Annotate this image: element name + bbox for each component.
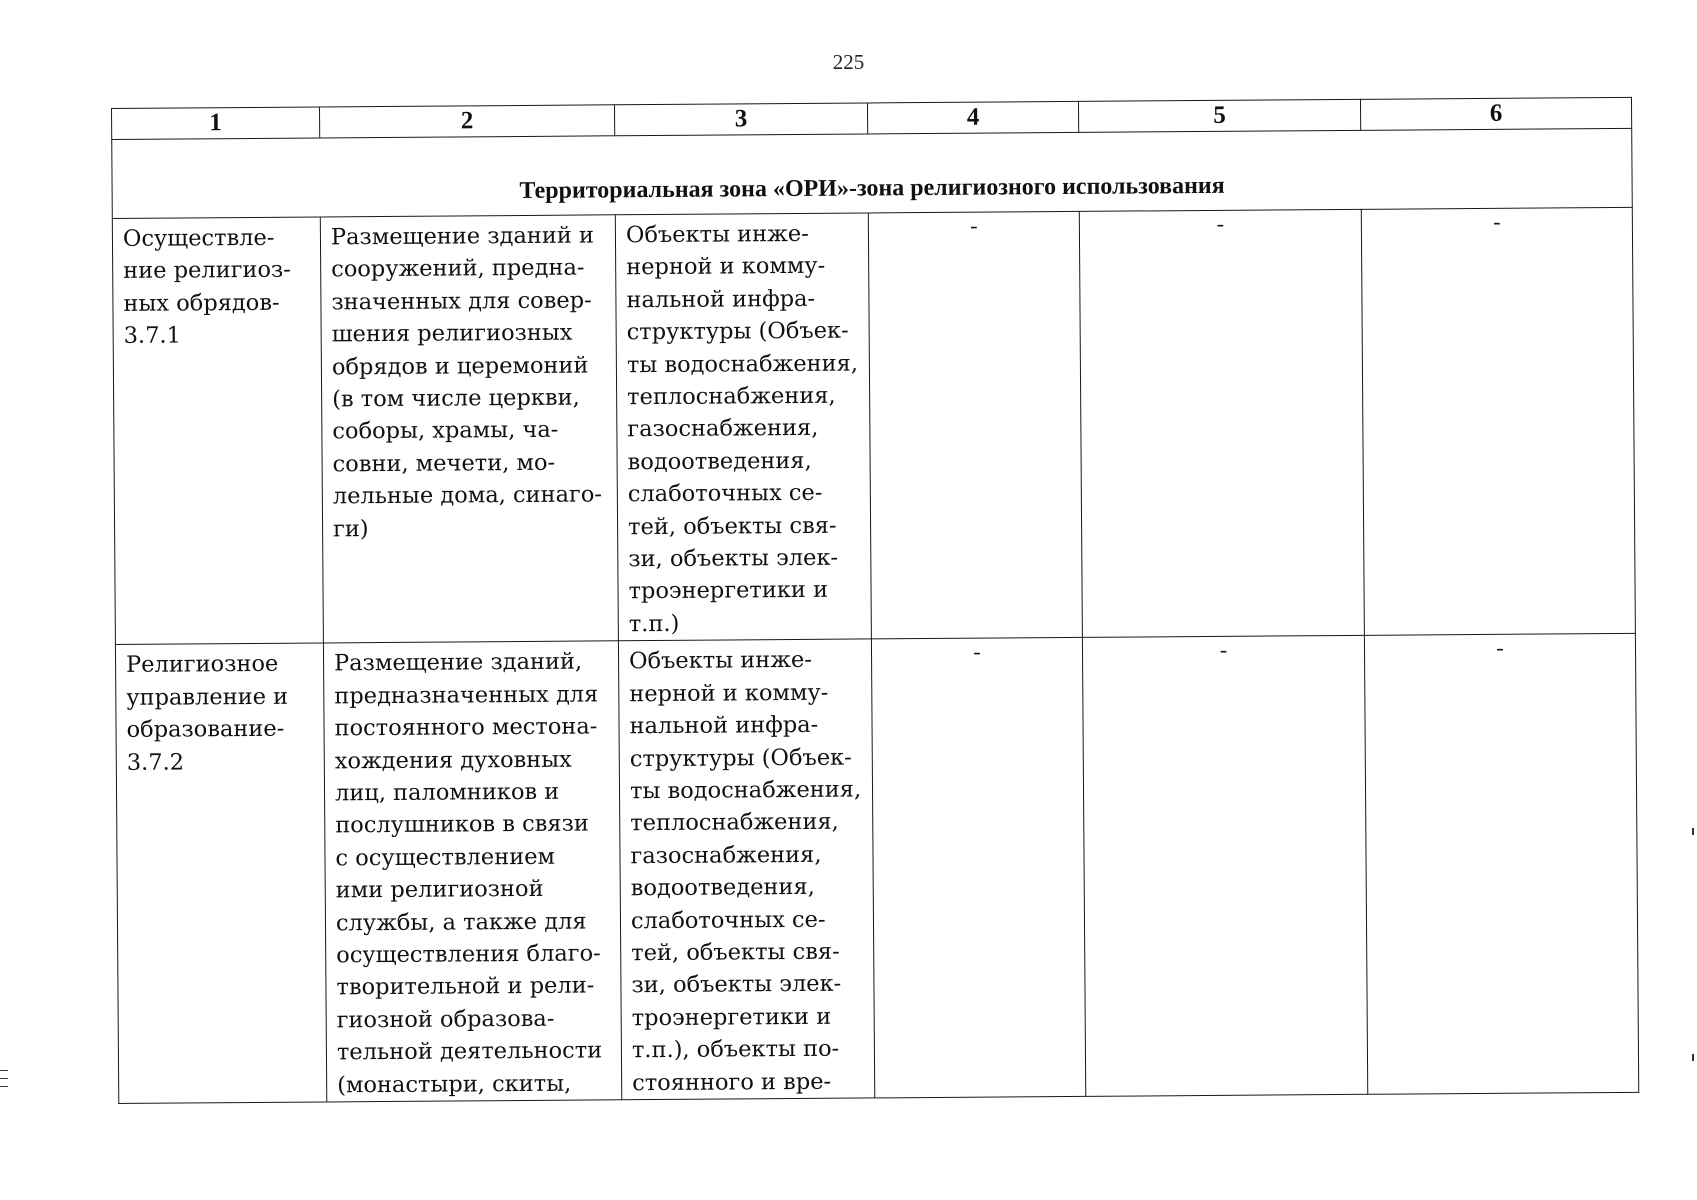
column-6-value: - xyxy=(1361,207,1635,635)
text-line: нерной и комму- xyxy=(626,253,826,281)
auxiliary-objects-cell xyxy=(618,639,874,1100)
use-description-text xyxy=(324,642,621,1102)
text-line: ние религиоз- xyxy=(123,257,291,285)
auxiliary-objects-text xyxy=(619,640,874,1100)
scan-margin-mark xyxy=(1692,1054,1694,1061)
text-line: нальной инфра- xyxy=(626,285,816,314)
text-line: Объекты инже- xyxy=(628,647,812,675)
text-line: стоянного и вре- xyxy=(632,1068,832,1096)
auxiliary-objects-cell xyxy=(615,213,871,641)
text-line: троэнергетики и xyxy=(628,577,829,605)
text-line: Размещение зданий и xyxy=(330,222,595,251)
text-line: обрядов и церемоний xyxy=(331,352,589,381)
text-line: (в том числе церкви, xyxy=(332,384,580,413)
text-line: с осуществлением xyxy=(335,843,556,872)
text-line: зи, объекты элек- xyxy=(628,544,839,573)
text-line: шения религиозных xyxy=(331,319,573,348)
column-header-4: 4 xyxy=(867,101,1078,134)
text-line: водоотведения, xyxy=(627,447,812,476)
column-5-value: - xyxy=(1079,209,1364,637)
page-number: 225 xyxy=(832,50,865,74)
text-line: т.п.) xyxy=(628,610,680,638)
use-type-cell xyxy=(112,217,323,645)
text-line: хождения духовных xyxy=(334,746,572,774)
text-line: образование- xyxy=(126,715,285,743)
column-header-2: 2 xyxy=(319,105,614,138)
column-6-value: - xyxy=(1364,634,1638,1095)
column-header-1: 1 xyxy=(112,107,320,140)
use-type-cell xyxy=(115,643,326,1103)
text-line: соборы, храмы, ча- xyxy=(332,417,559,445)
text-line: теплоснабжения, xyxy=(627,382,836,411)
text-line: тей, объекты свя- xyxy=(631,938,840,967)
text-line: Осуществле- xyxy=(122,224,275,252)
column-header-3: 3 xyxy=(614,103,867,136)
text-line: постоянного местона- xyxy=(334,713,598,742)
text-line: т.п.), объекты по- xyxy=(631,1035,840,1064)
column-header-6: 6 xyxy=(1360,97,1631,130)
text-line: ты водоснабжения, xyxy=(626,350,859,378)
text-line: троэнергетики и xyxy=(631,1003,832,1031)
text-line: гиозной образова- xyxy=(336,1005,555,1034)
text-line: лиц, паломников и xyxy=(334,778,560,807)
text-line: слаботочных се- xyxy=(630,906,826,934)
scan-margin-mark xyxy=(0,1078,8,1079)
text-line: газоснабжения, xyxy=(630,841,822,869)
text-line: ими религиозной xyxy=(335,875,544,904)
text-line: Религиозное xyxy=(125,651,279,679)
zone-title-row xyxy=(112,128,1633,218)
text-line: тельной деятельности xyxy=(336,1037,603,1066)
text-line: структуры (Объек- xyxy=(626,317,849,346)
column-5-value: - xyxy=(1082,636,1367,1097)
column-4-value: - xyxy=(871,638,1085,1098)
zone-title: Территориальная зона «ОРИ»-зона религиозного использования xyxy=(112,128,1633,218)
text-line: ги) xyxy=(332,515,369,543)
use-description-cell xyxy=(320,215,618,643)
text-line: осуществления благо- xyxy=(336,940,601,969)
text-line: значенных для совер- xyxy=(331,287,592,316)
zoning-table xyxy=(111,97,1638,1104)
text-line: лельные дома, синаго- xyxy=(332,481,603,510)
text-line: нальной инфра- xyxy=(629,711,819,740)
use-type-text xyxy=(113,217,321,352)
column-4-value: - xyxy=(868,211,1082,639)
text-line: тей, объекты свя- xyxy=(627,512,837,540)
text-line: теплоснабжения, xyxy=(630,808,839,837)
text-line: (монастыри, скиты, xyxy=(337,1070,572,1098)
auxiliary-objects-text xyxy=(616,213,871,640)
text-line: управление и xyxy=(126,683,289,711)
text-line: ных обрядов- xyxy=(123,289,280,317)
text-line: сооружений, предна- xyxy=(331,254,585,283)
text-line: слаботочных се- xyxy=(627,480,823,508)
table-row xyxy=(115,634,1638,1104)
column-header-5: 5 xyxy=(1078,99,1360,132)
use-type-text xyxy=(116,644,324,779)
text-line: предназначенных для xyxy=(334,681,599,710)
text-line: творительной и рели- xyxy=(336,972,595,1001)
table-row xyxy=(112,207,1635,644)
text-line: 3.7.2 xyxy=(126,748,185,776)
text-line: водоотведения, xyxy=(630,873,815,902)
text-line: структуры (Объек- xyxy=(629,744,852,772)
use-description-text xyxy=(321,215,617,545)
text-line: зи, объекты элек- xyxy=(631,971,842,999)
text-line: службы, а также для xyxy=(335,908,587,936)
text-line: газоснабжения, xyxy=(627,415,819,443)
text-line: Размещение зданий, xyxy=(333,648,583,677)
scan-margin-mark xyxy=(0,1086,8,1087)
use-description-cell xyxy=(323,641,621,1102)
text-line: нерной и комму- xyxy=(629,679,829,707)
scan-margin-mark xyxy=(1692,828,1694,835)
scan-margin-mark xyxy=(0,1070,8,1071)
text-line: совни, мечети, мо- xyxy=(332,449,556,478)
text-line: послушников в связи xyxy=(335,810,589,839)
text-line: Объекты инже- xyxy=(625,220,809,249)
text-line: 3.7.1 xyxy=(123,322,182,350)
text-line: ты водоснабжения, xyxy=(629,776,862,805)
